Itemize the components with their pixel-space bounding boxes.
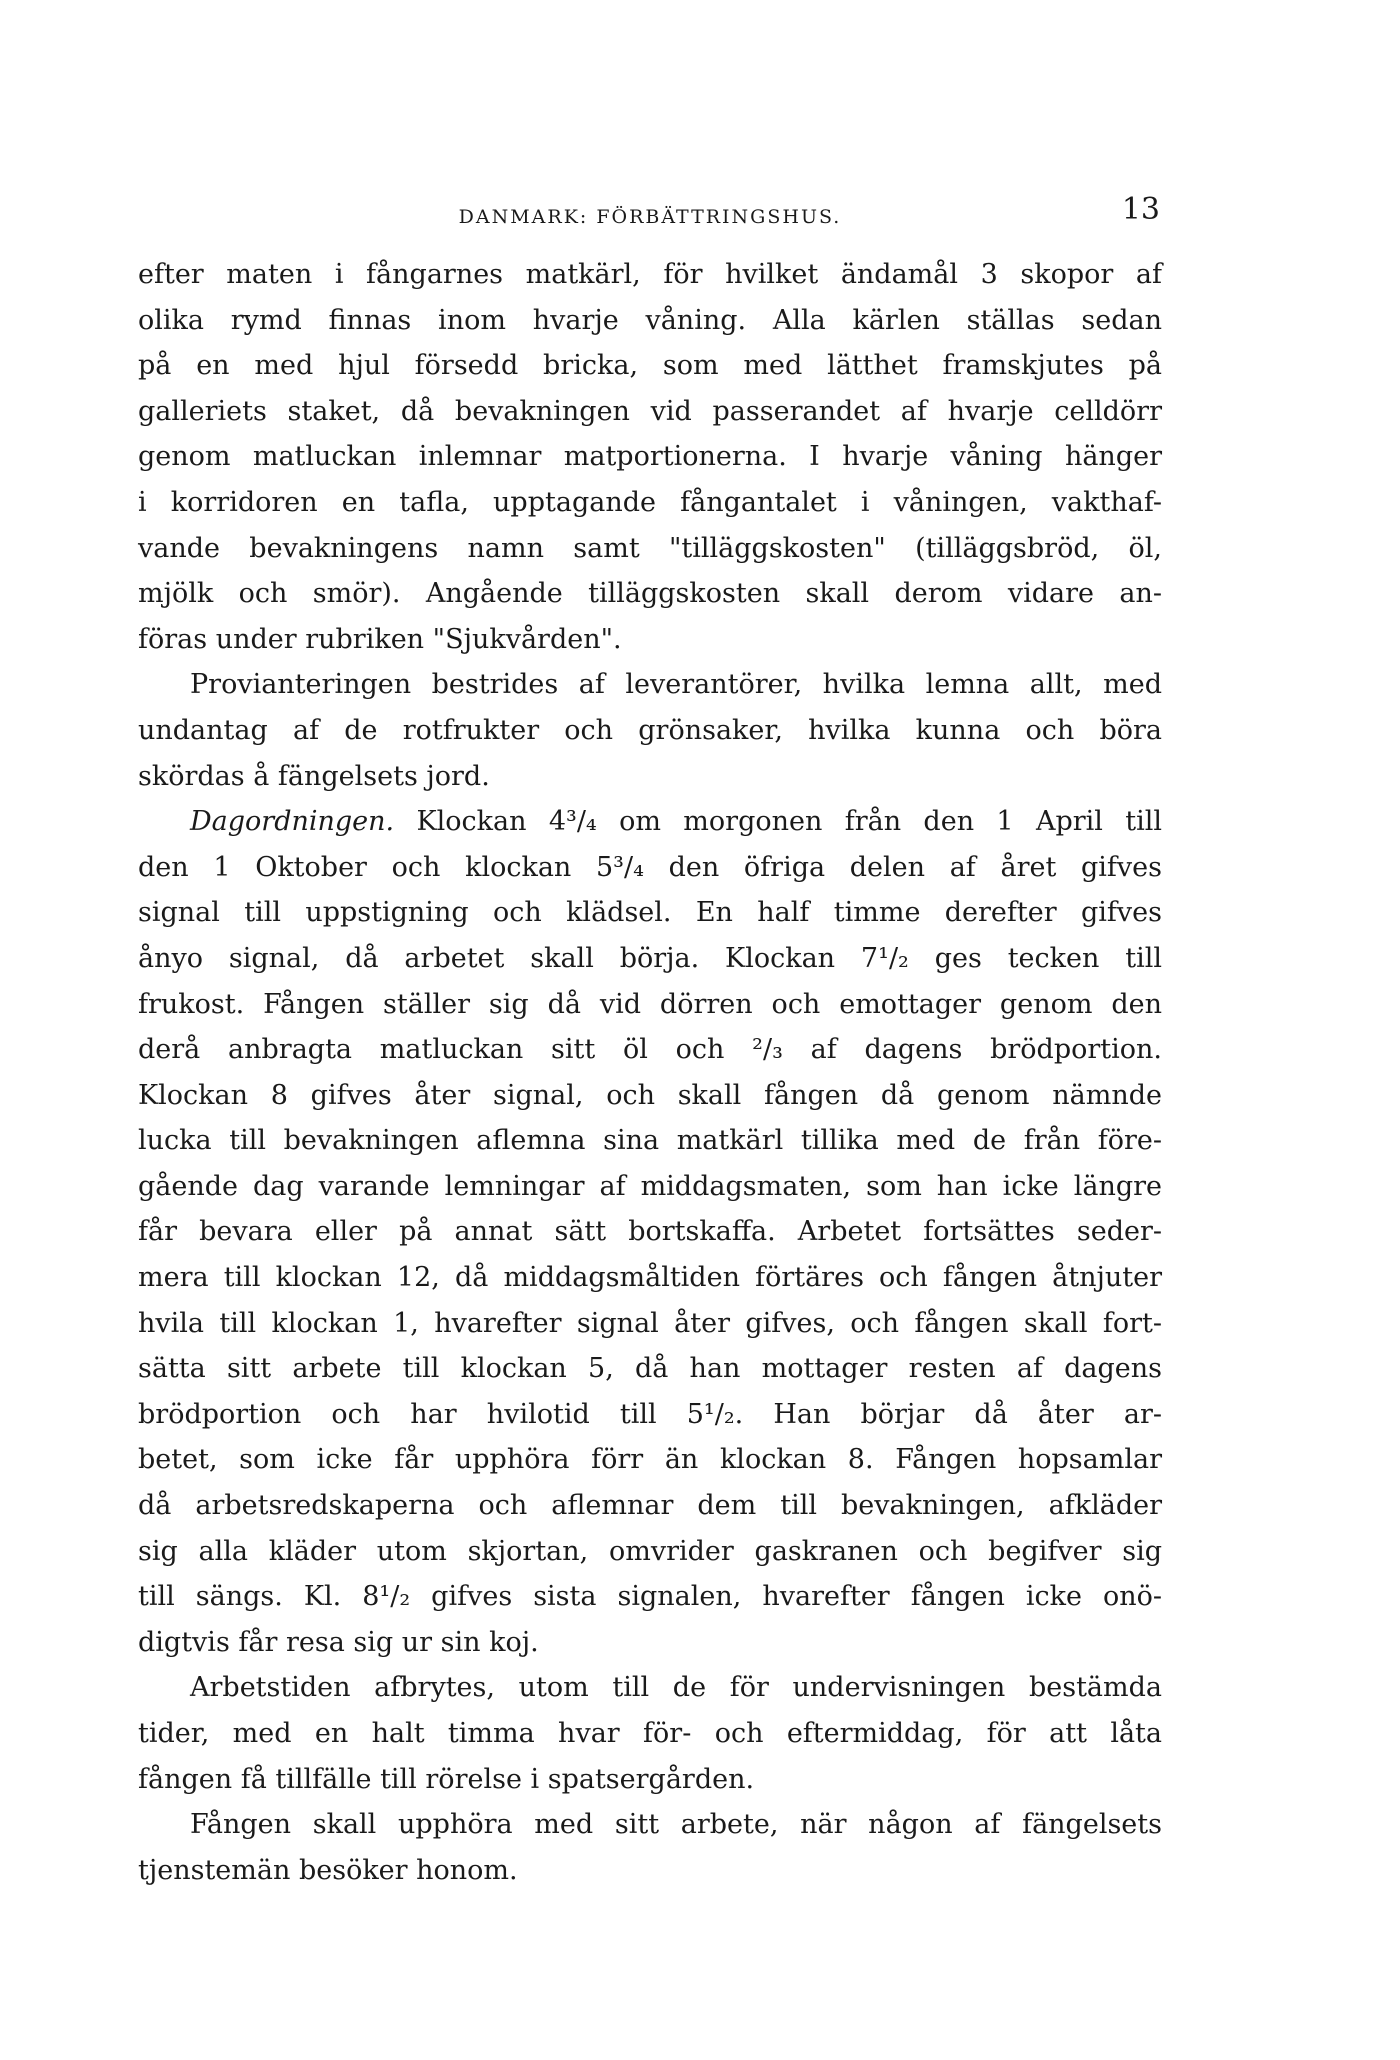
paragraph (138, 662, 1162, 799)
text-line: hvila till klockan 1, hvarefter signal åter gifves, och fången skall fort- (138, 1307, 1162, 1339)
text-line: Fången skall upphöra med sitt arbete, när någon af fängelsets (190, 1809, 1162, 1841)
text-line: sätta sitt arbete till klockan 5, då han mottager resten af dagens (138, 1353, 1162, 1385)
text-line: galleriets staket, då bevakningen vid passerandet af hvarje celldörr (138, 395, 1162, 427)
paragraph (138, 799, 1162, 1665)
text-line: Arbetstiden afbrytes, utom till de för undervisningen bestämda (190, 1672, 1162, 1704)
paragraph (138, 1665, 1162, 1802)
text-line: brödportion och har hvilotid till 5¹/₂. Han börjar då åter ar- (138, 1398, 1162, 1430)
text-line: undantag af de rotfrukter och grönsaker, hvilka kunna och böra (138, 714, 1162, 746)
text-line: signal till uppstigning och klädsel. En half timme derefter gifves (138, 897, 1162, 929)
text-line: Provianteringen bestrides af leverantörer, hvilka lemna allt, med (190, 669, 1162, 701)
body-text (138, 252, 1162, 1893)
text-line: får bevara eller på annat sätt bortskaffa. Arbetet fortsättes seder- (138, 1216, 1162, 1248)
text-line: frukost. Fången ställer sig då vid dörren och emottager genom den (138, 988, 1162, 1020)
text-line: till sängs. Kl. 8¹/₂ gifves sista signalen, hvarefter fången icke onö- (138, 1581, 1162, 1613)
text-line: gående dag varande lemningar af middagsmaten, som han icke längre (138, 1170, 1162, 1202)
text-line: tjenstemän besöker honom. (138, 1854, 518, 1886)
page-header (140, 192, 1160, 242)
text-line: Dagordningen. Klockan 4³/₄ om morgonen från den 1 April till (190, 806, 1162, 838)
text-line: efter maten i fångarnes matkärl, för hvilket ändamål 3 skopor af (138, 259, 1162, 290)
page-number: 13 (1121, 192, 1160, 227)
text-line: digtvis får resa sig ur sin koj. (138, 1626, 539, 1658)
paragraph (138, 252, 1162, 662)
text-line: sig alla kläder utom skjortan, omvrider gaskranen och begifver sig (138, 1535, 1162, 1567)
text-line: ånyo signal, då arbetet skall börja. Klockan 7¹/₂ ges tecken till (138, 942, 1162, 974)
text-line: Klockan 8 gifves åter signal, och skall fången då genom nämnde (138, 1079, 1162, 1111)
text-line: derå anbragta matluckan sitt öl och ²/₃ af dagens brödportion. (138, 1034, 1162, 1066)
text-line: mera till klockan 12, då middagsmåltiden förtäres och fången åtnjuter (138, 1262, 1162, 1294)
text-line: tider, med en halt timma hvar för- och eftermiddag, för att låta (138, 1718, 1162, 1749)
text-line: vande bevakningens namn samt "tilläggskosten" (tilläggsbröd, öl, (138, 532, 1162, 564)
paragraph (138, 1802, 1162, 1893)
text-line: då arbetsredskaperna och aflemnar dem till bevakningen, afkläder (138, 1490, 1162, 1522)
text-line: olika rymd finnas inom hvarje våning. Alla kärlen ställas sedan (138, 304, 1162, 336)
text-line: mjölk och smör). Angående tilläggskosten skall derom vidare an- (138, 578, 1162, 610)
text-line: i korridoren en tafla, upptagande fångantalet i våningen, vakthaf- (138, 486, 1162, 518)
section-heading: Dagordningen. (190, 806, 395, 838)
text-line: betet, som icke får upphöra förr än klockan 8. Fången hopsamlar (138, 1444, 1162, 1476)
text-line: föras under rubriken "Sjukvården". (138, 623, 622, 655)
text-line: fången få tillfälle till rörelse i spatsergården. (138, 1763, 755, 1795)
text-line: lucka till bevakningen aflemna sina matkärl tillika med de från före- (138, 1125, 1162, 1157)
text-line: skördas å fängelsets jord. (138, 760, 490, 792)
text-line: den 1 Oktober och klockan 5³/₄ den öfriga delen af året gifves (138, 851, 1162, 883)
running-head: DANMARK: FÖRBÄTTRINGSHUS. (458, 206, 842, 228)
text-line: genom matluckan inlemnar matportionerna. I hvarje våning hänger (138, 441, 1162, 473)
text-line: på en med hjul försedd bricka, som med lätthet framskjutes på (138, 350, 1162, 382)
